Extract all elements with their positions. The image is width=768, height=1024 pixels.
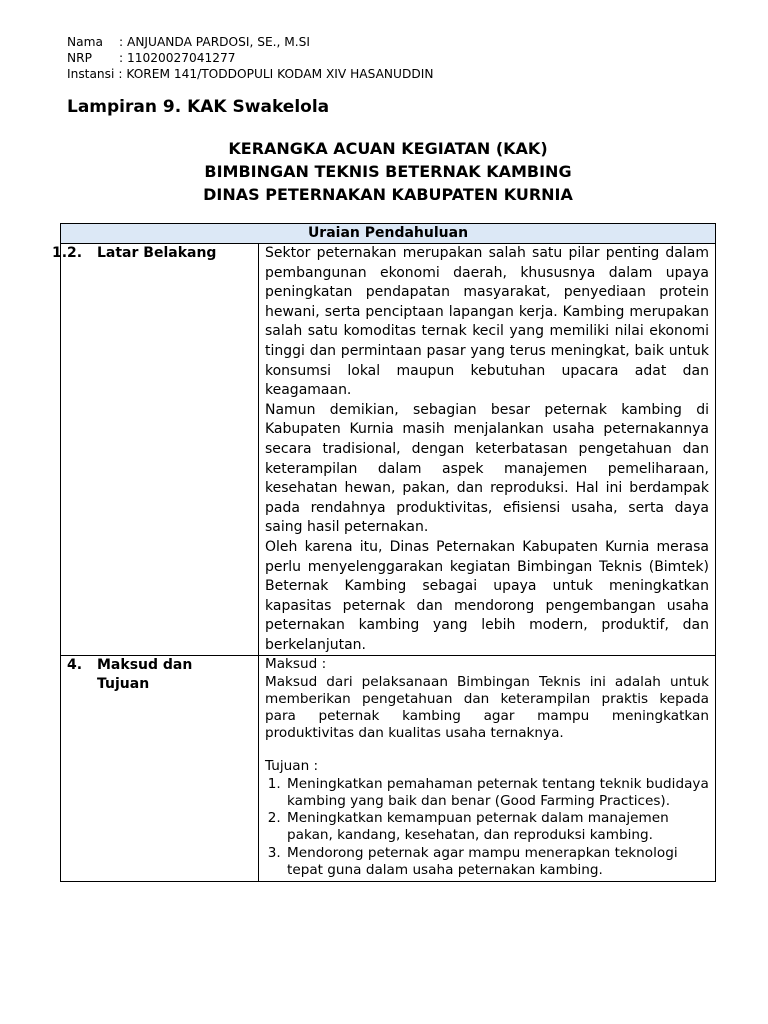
list-item: 1. Meningkatkan pemahaman peternak tentang teknik budidaya kambing yang baik dan benar (Good Farming Practices). — [285, 776, 709, 810]
tujuan-label: Tujuan : — [265, 758, 319, 775]
latar-belakang-label-cell — [52, 244, 259, 655]
nama-label: Nama — [67, 35, 103, 49]
nama-value: : ANJUANDA PARDOSI, SE., M.SI — [119, 35, 310, 49]
title-line-2: BIMBINGAN TEKNIS BETERNAK KAMBING — [204, 162, 572, 181]
latar-belakang-content-cell — [259, 244, 715, 655]
latar-paragraph-3: Oleh karena itu, Dinas Peternakan Kabupaten Kurnia merasa perlu menyelenggarakan kegiatan Bimbingan Teknis (Bimtek) Beternak Kambing sebagai upaya untuk meningkatkan kapasitas peternak dan mendorong pengembangan usaha peternakan kambing yang lebih modern, produktif, dan berkelanjutan. — [265, 538, 709, 653]
maksud-tujuan-content-cell — [259, 656, 715, 880]
latar-paragraph-2: Namun demikian, sebagian besar peternak kambing di Kabupaten Kurnia masih menjalankan usaha peternakannya secara tradisional, dengan keterbatasan pengetahuan dan keterampilan dalam aspek manajemen pemeliharaan, kesehatan hewan, pakan, dan reproduksi. Hal ini berdampak pada rendahnya produktivitas, efisiensi usaha, serta daya saing hasil peternakan. — [265, 401, 709, 536]
table-header: Uraian Pendahuluan — [61, 224, 715, 244]
nrp-value: : 11020027041277 — [119, 51, 236, 65]
section-title-line-2: Tujuan — [97, 676, 150, 693]
list-item: 3. Mendorong peternak agar mampu menerapkan teknologi tepat guna dalam usaha peternakan kambing. — [285, 845, 709, 879]
maksud-tujuan-row — [61, 656, 715, 880]
section-number: 1.2. — [52, 245, 83, 261]
lampiran-title: Lampiran 9. KAK Swakelola — [67, 97, 330, 117]
nrp-row — [67, 50, 433, 66]
title-line-1: KERANGKA ACUAN KEGIATAN (KAK) — [228, 139, 548, 158]
identity-block — [67, 34, 433, 82]
maksud-text: Maksud dari pelaksanaan Bimbingan Teknis ini adalah untuk memberikan pengetahuan dan keterampilan praktis kepada para peternak kambing agar mampu meningkatkan produktivitas dan kualitas usaha ternaknya. — [265, 673, 709, 742]
instansi-row — [67, 66, 433, 82]
section-number: 4. — [67, 657, 83, 674]
title-line-3: DINAS PETERNAKAN KABUPATEN KURNIA — [203, 185, 573, 204]
latar-paragraph-1: Sektor peternakan merupakan salah satu pilar penting dalam pembangunan ekonomi daerah, khususnya dalam upaya peningkatan pendapatan masyarakat, penyediaan protein hewani, serta penciptaan lapangan kerja. Kambing merupakan salah satu komoditas ternak kecil yang memiliki nilai ekonomi tinggi dan permintaan pasar yang terus meningkat, baik untuk konsumsi lokal maupun kebutuhan upacara adat dan keagamaan. — [265, 245, 709, 399]
instansi-label: Instansi — [67, 67, 115, 81]
maksud-label: Maksud : — [265, 656, 327, 673]
section-title-line-1: Maksud dan — [97, 657, 193, 674]
nama-row — [67, 34, 433, 50]
kak-table — [52, 223, 716, 882]
instansi-value: : KOREM 141/TODDOPULI KODAM XIV HASANUDDIN — [118, 67, 434, 81]
section-title: Latar Belakang — [97, 245, 217, 261]
list-item: 2. Meningkatkan kemampuan peternak dalam manajemen pakan, kandang, kesehatan, dan reproduksi kambing. — [285, 810, 709, 844]
document-title — [60, 137, 716, 206]
tujuan-list — [265, 776, 709, 879]
nrp-label: NRP — [67, 51, 92, 65]
latar-belakang-row — [52, 244, 715, 656]
maksud-tujuan-label-cell — [61, 656, 259, 880]
